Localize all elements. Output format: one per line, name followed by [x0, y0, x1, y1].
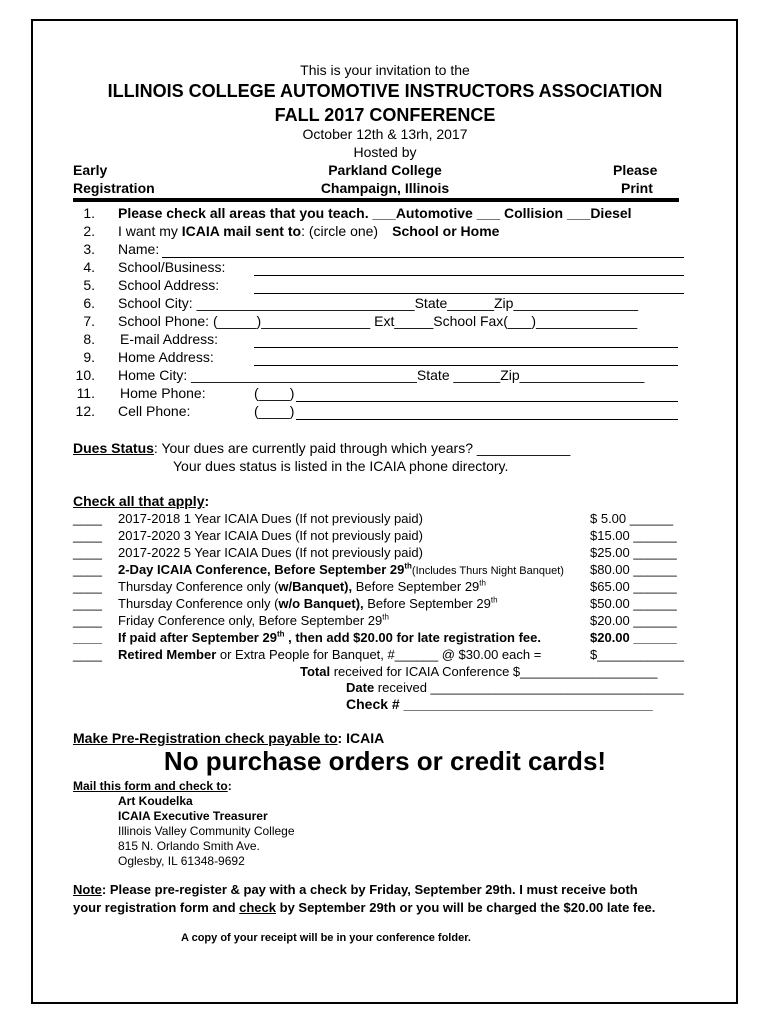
- home-city-field[interactable]: Home City: _____________________________State ______Zip________________: [118, 367, 645, 383]
- conference-title: FALL 2017 CONFERENCE: [274, 105, 496, 125]
- fee-price[interactable]: $ 5.00 ______: [590, 511, 674, 526]
- fee-5yr-dues: 2017-2022 5 Year ICAIA Dues (If not previously paid): [118, 545, 423, 560]
- total-received-line[interactable]: [300, 664, 658, 679]
- school-phone-field[interactable]: School Phone: (_____)______________ Ext_____School Fax(___)_____________: [118, 313, 638, 329]
- field-number: 5.: [83, 277, 95, 293]
- field-number: 6.: [83, 295, 95, 311]
- fee-thu2-sup: th: [490, 595, 498, 605]
- fee-checkbox[interactable]: ____: [73, 579, 102, 594]
- fee-2day-sup: th: [404, 561, 412, 571]
- school-business-label: School/Business:: [118, 259, 226, 275]
- fee-price[interactable]: $25.00 ______: [590, 545, 677, 560]
- fee-retired-bold: Retired Member: [118, 647, 217, 662]
- field-number: 10.: [75, 367, 95, 383]
- name-label: Name:: [118, 241, 160, 257]
- fee-checkbox[interactable]: ____: [73, 613, 102, 628]
- field-number: 3.: [83, 241, 95, 257]
- treasurer-name: Art Koudelka: [118, 794, 193, 808]
- invitation-text: This is your invitation to the: [300, 62, 470, 78]
- note-line-2: [73, 900, 655, 915]
- fee-price[interactable]: $20.00 ______: [590, 630, 677, 645]
- fee-fri-sup: th: [382, 612, 389, 622]
- association-title: ILLINOIS COLLEGE AUTOMOTIVE INSTRUCTORS ASSOCIATION: [107, 81, 663, 101]
- field-number: 8.: [83, 331, 95, 347]
- mail-org: Illinois Valley Community College: [118, 824, 295, 838]
- teaching-areas-field[interactable]: Please check all areas that you teach. ___Automotive ___ Collision ___Diesel: [118, 205, 632, 221]
- treasurer-role: ICAIA Executive Treasurer: [118, 809, 268, 823]
- total-label: Total: [300, 664, 331, 679]
- total-text: received for ICAIA Conference $___________________: [330, 664, 658, 679]
- field-number: 12.: [75, 403, 95, 419]
- fee-thu-bold: w/Banquet),: [278, 579, 353, 594]
- fee-thu-rest: Before September 29: [352, 579, 480, 594]
- fee-retired-rest: or Extra People for Banquet, #______ @ $30.00 each =: [216, 647, 542, 662]
- fee-2day-note: (Includes Thurs Night Banquet): [411, 565, 564, 577]
- fee-3yr-dues: 2017-2020 3 Year ICAIA Dues (If not previously paid): [118, 528, 423, 543]
- fee-checkbox[interactable]: ____: [73, 647, 102, 662]
- field-number: 7.: [83, 313, 95, 329]
- host-city: Champaign, Illinois: [320, 180, 450, 196]
- fee-checkbox[interactable]: ____: [73, 528, 102, 543]
- field-number: 1.: [83, 205, 95, 221]
- fee-price[interactable]: $50.00 ______: [590, 596, 677, 611]
- note-line-1: [73, 882, 638, 897]
- fee-late-rest: , then add $20.00 for late registration fee.: [284, 630, 541, 645]
- check-all-heading: [73, 493, 209, 509]
- mail-to-label: Mail this form and check to: [73, 779, 228, 793]
- home-phone-label: Home Phone:: [120, 385, 206, 401]
- note-label: Note: [73, 882, 102, 897]
- cell-phone-area[interactable]: (____): [254, 403, 295, 419]
- fee-friday-only: [118, 613, 389, 628]
- fee-late-sup: th: [276, 629, 285, 639]
- school-city-field[interactable]: School City: ____________________________State______Zip________________: [118, 295, 639, 311]
- note-check-word: check: [239, 900, 277, 915]
- note-text-2a: your registration form and: [73, 900, 240, 915]
- conference-dates: October 12th & 13rh, 2017: [302, 126, 468, 142]
- dues-status-text: : Your dues are currently paid through which years? ____________: [153, 440, 571, 456]
- fee-price[interactable]: $80.00 ______: [590, 562, 677, 577]
- school-or-home-option[interactable]: School or Home: [392, 223, 500, 239]
- fee-checkbox[interactable]: ____: [73, 545, 102, 560]
- mail-address: 815 N. Orlando Smith Ave.: [118, 839, 260, 853]
- home-phone-field[interactable]: [296, 401, 678, 402]
- email-label: E-mail Address:: [120, 331, 219, 347]
- payable-value: : ICAIA: [337, 730, 385, 746]
- payable-label: Make Pre-Registration check payable to: [73, 730, 338, 746]
- check-all-label: Check all that apply: [73, 493, 205, 509]
- mail-pref-text: I want my: [118, 223, 182, 239]
- school-business-field[interactable]: [254, 275, 684, 276]
- field-number: 4.: [83, 259, 95, 275]
- mail-to-colon: :: [227, 779, 232, 793]
- fee-thursday-no-banquet: [118, 596, 498, 611]
- fee-thursday-banquet: [118, 579, 486, 594]
- date-received-line[interactable]: [346, 680, 684, 695]
- name-field[interactable]: [162, 257, 684, 258]
- fee-fri-text: Friday Conference only, Before September 29: [118, 613, 383, 628]
- registration-label: Registration: [73, 180, 155, 196]
- mail-preference-field[interactable]: [118, 223, 499, 239]
- fee-thu2-bold: w/o Banquet),: [278, 596, 364, 611]
- fee-1yr-dues: 2017-2018 1 Year ICAIA Dues (If not previously paid): [118, 511, 423, 526]
- fee-retired-extra: [118, 647, 541, 662]
- check-number-line[interactable]: Check # ________________________________: [346, 696, 653, 712]
- cell-phone-field[interactable]: [296, 419, 678, 420]
- fee-thu2-rest: Before September 29: [363, 596, 491, 611]
- host-college: Parkland College: [328, 162, 442, 178]
- cell-phone-label: Cell Phone:: [118, 403, 191, 419]
- date-label: Date: [346, 680, 375, 695]
- dues-status-label: Dues Status: [73, 440, 154, 456]
- no-purchase-orders-banner: No purchase orders or credit cards!: [163, 746, 607, 776]
- fee-thu2-text: Thursday Conference only (: [118, 596, 279, 611]
- home-phone-area[interactable]: (____): [254, 385, 295, 401]
- fee-price[interactable]: $20.00 ______: [590, 613, 677, 628]
- hosted-by: Hosted by: [353, 144, 417, 160]
- home-address-field[interactable]: [254, 365, 678, 366]
- receipt-note: A copy of your receipt will be in your conference folder.: [181, 932, 471, 944]
- fee-checkbox[interactable]: ____: [73, 630, 102, 645]
- dues-status-line[interactable]: [73, 440, 570, 456]
- field-number: 9.: [83, 349, 95, 365]
- mail-pref-circle: : (circle one): [301, 223, 379, 239]
- fee-price[interactable]: $____________: [590, 647, 684, 662]
- early-label: Early: [73, 162, 108, 178]
- fee-late-registration: [118, 630, 541, 645]
- header-rule: [73, 198, 679, 202]
- dues-directory-note: Your dues status is listed in the ICAIA phone directory.: [173, 458, 509, 474]
- fee-checkbox[interactable]: ____: [73, 511, 102, 526]
- school-address-field[interactable]: [254, 293, 684, 294]
- fee-late-text: If paid after September 29: [118, 630, 277, 645]
- field-number: 2.: [83, 223, 95, 239]
- note-text-1: : Please pre-register & pay with a check by Friday, September 29th. I must receive both: [101, 882, 638, 897]
- check-all-colon: :: [204, 493, 210, 509]
- fee-checkbox[interactable]: ____: [73, 596, 102, 611]
- payable-line: [73, 730, 384, 746]
- fee-2day-text: 2-Day ICAIA Conference, Before September 29: [118, 562, 405, 577]
- email-field[interactable]: [254, 347, 678, 348]
- fee-thu-text: Thursday Conference only (: [118, 579, 279, 594]
- field-number: 11.: [76, 385, 95, 401]
- please-label: Please: [613, 162, 658, 178]
- mail-to-heading: [73, 779, 232, 793]
- fee-price[interactable]: $15.00 ______: [590, 528, 677, 543]
- home-address-label: Home Address:: [118, 349, 214, 365]
- mail-pref-bold: ICAIA mail sent to: [181, 223, 302, 239]
- fee-2day-conference: [118, 562, 564, 577]
- mail-city: Oglesby, IL 61348-9692: [118, 854, 245, 868]
- note-text-2c: by September 29th or you will be charged the $20.00 late fee.: [276, 900, 656, 915]
- date-text: received ___________________________________: [374, 680, 684, 695]
- school-address-label: School Address:: [118, 277, 220, 293]
- fee-checkbox[interactable]: ____: [73, 562, 102, 577]
- fee-thu-sup: th: [479, 578, 486, 588]
- fee-price[interactable]: $65.00 ______: [590, 579, 677, 594]
- print-label: Print: [621, 180, 653, 196]
